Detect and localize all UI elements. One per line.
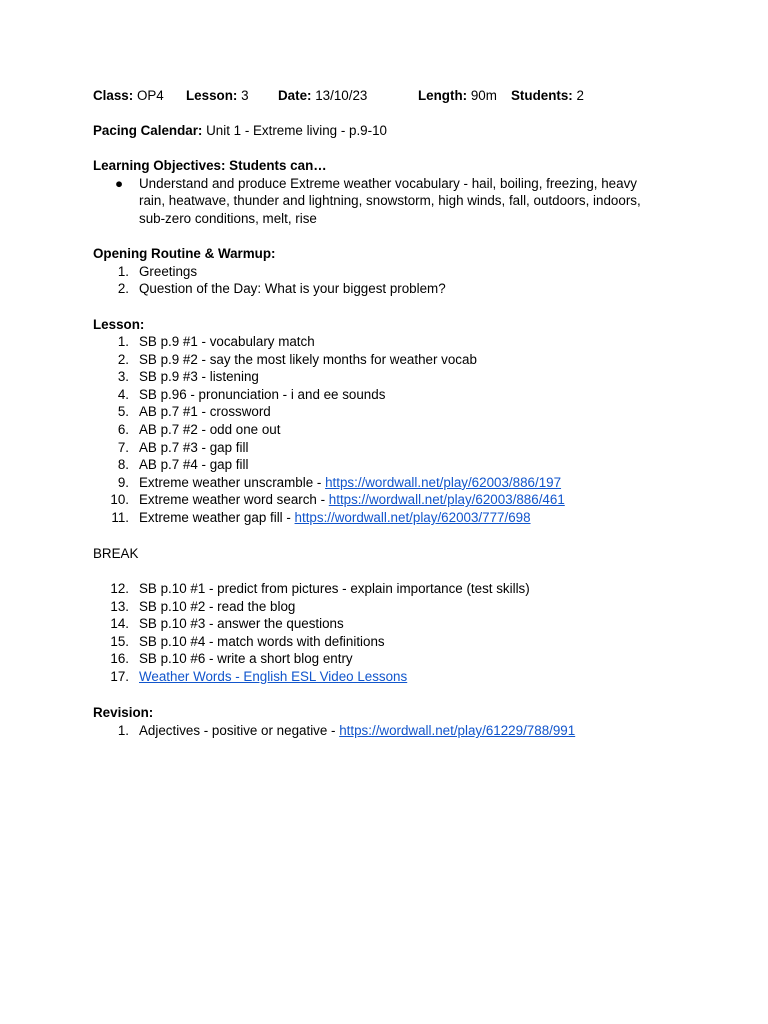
list-item-text: AB p.7 #1 - crossword	[139, 404, 271, 420]
students-label: Students:	[511, 88, 573, 103]
list-number: 7.	[117, 439, 129, 455]
pacing-label: Pacing Calendar:	[93, 123, 203, 138]
list-number: 2.	[117, 351, 129, 367]
objective-line: Understand and produce Extreme weather vocabulary - hail, boiling, freezing, heavy	[139, 176, 637, 191]
list-item-text: Extreme weather unscramble -	[139, 474, 326, 490]
list-item[interactable]	[139, 509, 531, 527]
list-item[interactable]	[139, 668, 407, 686]
list-number: 16.	[110, 651, 129, 667]
list-item	[139, 633, 385, 651]
students-value: 2	[576, 88, 584, 103]
pacing-value: Unit 1 - Extreme living - p.9-10	[206, 123, 387, 138]
revision-heading: Revision:	[93, 705, 154, 720]
list-item	[139, 333, 315, 351]
length-value: 90m	[470, 88, 497, 103]
list-item	[139, 403, 271, 421]
list-item-text: SB p.96 - pronunciation - i and ee sounds	[139, 386, 386, 402]
lesson-heading: Lesson:	[93, 317, 145, 332]
date-label: Date:	[278, 88, 312, 103]
class-field	[93, 87, 164, 105]
resource-link[interactable]: https://wordwall.net/play/61229/788/991	[339, 723, 576, 738]
list-item	[139, 456, 248, 474]
list-item-text: SB p.10 #1 - predict from pictures - explain importance (test skills)	[139, 581, 530, 596]
list-number: 11.	[111, 510, 129, 525]
warmup-heading: Opening Routine & Warmup:	[93, 246, 276, 261]
list-item-text: Adjectives - positive or negative -	[139, 723, 340, 738]
list-item	[139, 615, 344, 633]
objective-line: sub-zero conditions, melt, rise	[139, 211, 317, 226]
lesson-label: Lesson:	[186, 88, 238, 103]
list-number: 9.	[117, 474, 129, 490]
lesson-value: 3	[241, 88, 249, 103]
break-label: BREAK	[93, 546, 139, 561]
list-item	[139, 386, 385, 404]
list-item-text: Extreme weather gap fill -	[139, 510, 295, 525]
list-item-text: AB p.7 #2 - odd one out	[139, 422, 281, 437]
lesson-field	[186, 87, 249, 105]
list-item	[139, 351, 477, 369]
list-item-text: SB p.9 #2 - say the most likely months for weather vocab	[139, 351, 477, 367]
resource-link[interactable]: https://wordwall.net/play/62003/886/461	[328, 492, 565, 508]
list-number: 17.	[110, 669, 129, 684]
pacing-calendar	[93, 122, 387, 140]
class-value: OP4	[136, 88, 164, 103]
list-item	[139, 598, 295, 616]
resource-link[interactable]: https://wordwall.net/play/62003/777/698	[294, 510, 531, 525]
list-item-text: AB p.7 #3 - gap fill	[139, 439, 249, 455]
list-item	[139, 580, 530, 598]
resource-link[interactable]: Weather Words - English ESL Video Lessons	[139, 669, 408, 684]
list-item-text: SB p.9 #3 - listening	[139, 369, 259, 385]
date-field	[278, 87, 367, 105]
list-item-text: SB p.10 #4 - match words with definitions	[139, 633, 385, 649]
list-number: 13.	[110, 598, 129, 614]
objective-line: rain, heatwave, thunder and lightning, snowstorm, high winds, fall, outdoors, indoors,	[139, 193, 641, 208]
list-number: 15.	[110, 633, 129, 649]
list-item[interactable]	[139, 491, 565, 509]
list-number: 1.	[117, 334, 129, 349]
bullet-icon: ●	[115, 176, 124, 191]
list-number: 5.	[117, 404, 129, 420]
list-number: 8.	[117, 457, 129, 473]
date-value: 13/10/23	[315, 88, 368, 103]
list-number: 1.	[117, 723, 129, 738]
list-number: 4.	[117, 386, 129, 402]
list-number: 2.	[117, 281, 129, 296]
list-item	[139, 368, 259, 386]
list-item	[139, 421, 280, 439]
list-item	[139, 650, 353, 668]
length-label: Length:	[418, 88, 468, 103]
list-item	[139, 439, 248, 457]
list-item[interactable]	[139, 722, 575, 740]
list-number: 14.	[110, 616, 129, 632]
list-number: 12.	[110, 581, 129, 596]
list-item[interactable]	[139, 474, 561, 492]
list-item: Question of the Day: What is your biggest problem?	[139, 281, 446, 296]
objectives-heading: Learning Objectives: Students can…	[93, 158, 327, 173]
list-item-text: SB p.9 #1 - vocabulary match	[139, 334, 315, 349]
resource-link[interactable]: https://wordwall.net/play/62003/886/197	[325, 474, 562, 490]
list-item-text: SB p.10 #2 - read the blog	[139, 598, 296, 614]
class-label: Class:	[93, 88, 134, 103]
list-item-text: AB p.7 #4 - gap fill	[139, 457, 249, 473]
list-number: 3.	[117, 369, 129, 385]
list-item: Greetings	[139, 264, 198, 279]
list-number: 6.	[117, 422, 129, 437]
list-number: 10.	[110, 492, 129, 508]
length-field	[418, 87, 497, 105]
list-number: 1.	[117, 264, 129, 279]
list-item-text: Extreme weather word search -	[139, 492, 329, 508]
list-item-text: SB p.10 #6 - write a short blog entry	[139, 651, 353, 667]
students-field	[511, 87, 584, 105]
list-item-text: SB p.10 #3 - answer the questions	[139, 616, 344, 632]
